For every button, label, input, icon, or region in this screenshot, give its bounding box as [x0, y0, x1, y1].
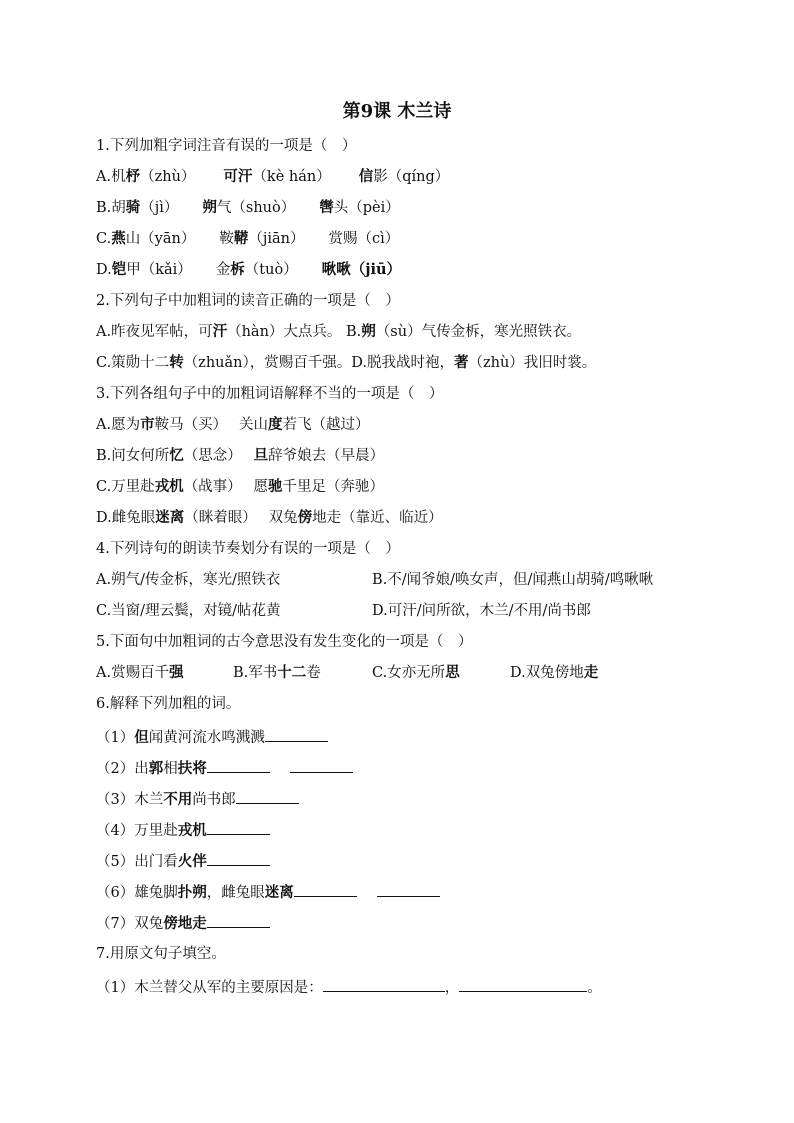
answer-blank[interactable] — [207, 913, 270, 928]
question-1-stem: 1.下列加粗字词注音有误的一项是（ ） — [96, 138, 357, 154]
answer-blank[interactable] — [265, 727, 328, 742]
question-6-item-5: （5）出门看火伴 — [96, 851, 270, 872]
answer-blank[interactable] — [236, 789, 299, 804]
question-6-item-1: （1）但闻黄河流水鸣溅溅 — [96, 727, 328, 748]
answer-blank[interactable] — [207, 851, 270, 866]
option-c: C.当窗/理云鬓，对镜/帖花黄 — [96, 603, 281, 619]
question-3-stem: 3.下列各组句子中的加粗词语解释不当的一项是（ ） — [96, 386, 444, 402]
question-6-item-3: （3）木兰不用尚书郎 — [96, 789, 299, 810]
question-2-options-cd: C.策勋十二转（zhuǎn），赏赐百千强。D.脱我战时袍，著（zhù）我旧时裳。 — [96, 354, 597, 371]
question-3-option-d: D.雌兔眼迷离（眯着眼） 双兔傍地走（靠近、临近） — [96, 509, 443, 526]
question-4-stem: 4.下列诗句的朗读节奏划分有误的一项是（ ） — [96, 541, 400, 557]
page-title: 第9课 木兰诗 — [342, 101, 452, 122]
answer-blank[interactable] — [207, 758, 270, 773]
answer-blank[interactable] — [294, 882, 357, 897]
question-7-stem: 7.用原文句子填空。 — [96, 946, 226, 962]
question-1-option-a: A.机杼（zhù） 可汗（kè hán） 信影（qíng） — [96, 168, 450, 185]
question-6-item-2: （2）出郭相扶将 — [96, 758, 353, 779]
option-a: A.朔气/传金柝，寒光/照铁衣 — [96, 572, 281, 588]
question-3-option-b: B.问女何所忆（思念） 旦辞爷娘去（早晨） — [96, 447, 385, 464]
question-2-stem: 2.下列句子中加粗词的读音正确的一项是（ ） — [96, 293, 400, 309]
option-a: A.赏赐百千强 — [96, 664, 184, 681]
answer-blank[interactable] — [459, 977, 587, 992]
question-7-item-1: （1）木兰替父从军的主要原因是： ， 。 — [96, 977, 602, 998]
answer-blank[interactable] — [323, 977, 445, 992]
question-4-options-ab — [96, 570, 696, 590]
option-c: C.女亦无所思 — [372, 664, 460, 681]
question-2-options-ab: A.昨夜见军帖，可汗（hàn）大点兵。 B.朔（sù）气传金柝，寒光照铁衣。 — [96, 323, 582, 340]
answer-blank[interactable] — [290, 758, 353, 773]
question-6-item-7: （7）双兔傍地走 — [96, 913, 270, 934]
question-4-options-cd — [96, 601, 696, 621]
option-d: D.双兔傍地走 — [510, 664, 599, 681]
question-6-stem: 6.解释下列加粗的词。 — [96, 696, 241, 712]
option-d: D.可汗/问所欲，木兰/不用/尚书郎 — [372, 603, 591, 619]
question-6-item-4: （4）万里赴戎机 — [96, 820, 270, 841]
option-b: B.不/闻爷娘/唤女声，但/闻燕山胡骑/鸣啾啾 — [372, 572, 654, 588]
question-1-option-b: B.胡骑（jì） 朔气（shuò） 辔头（pèi） — [96, 199, 400, 216]
question-3-option-c: C.万里赴戎机（战事） 愿驰千里足（奔驰） — [96, 478, 385, 495]
question-1-option-c: C.燕山（yān） 鞍鞯（jiān） 赏赐（cì） — [96, 230, 400, 247]
question-1-option-d: D.铠甲（kǎi） 金柝（tuò） 啾啾（jiū） — [96, 261, 401, 278]
question-3-option-a: A.愿为市鞍马（买） 关山度若飞（越过） — [96, 416, 370, 433]
option-b: B.军书十二卷 — [233, 664, 321, 681]
answer-blank[interactable] — [207, 820, 270, 835]
answer-blank[interactable] — [377, 882, 440, 897]
question-5-stem: 5.下面句中加粗词的古今意思没有发生变化的一项是（ ） — [96, 634, 473, 650]
question-6-item-6: （6）雄兔脚扑朔，雌兔眼迷离 — [96, 882, 440, 903]
